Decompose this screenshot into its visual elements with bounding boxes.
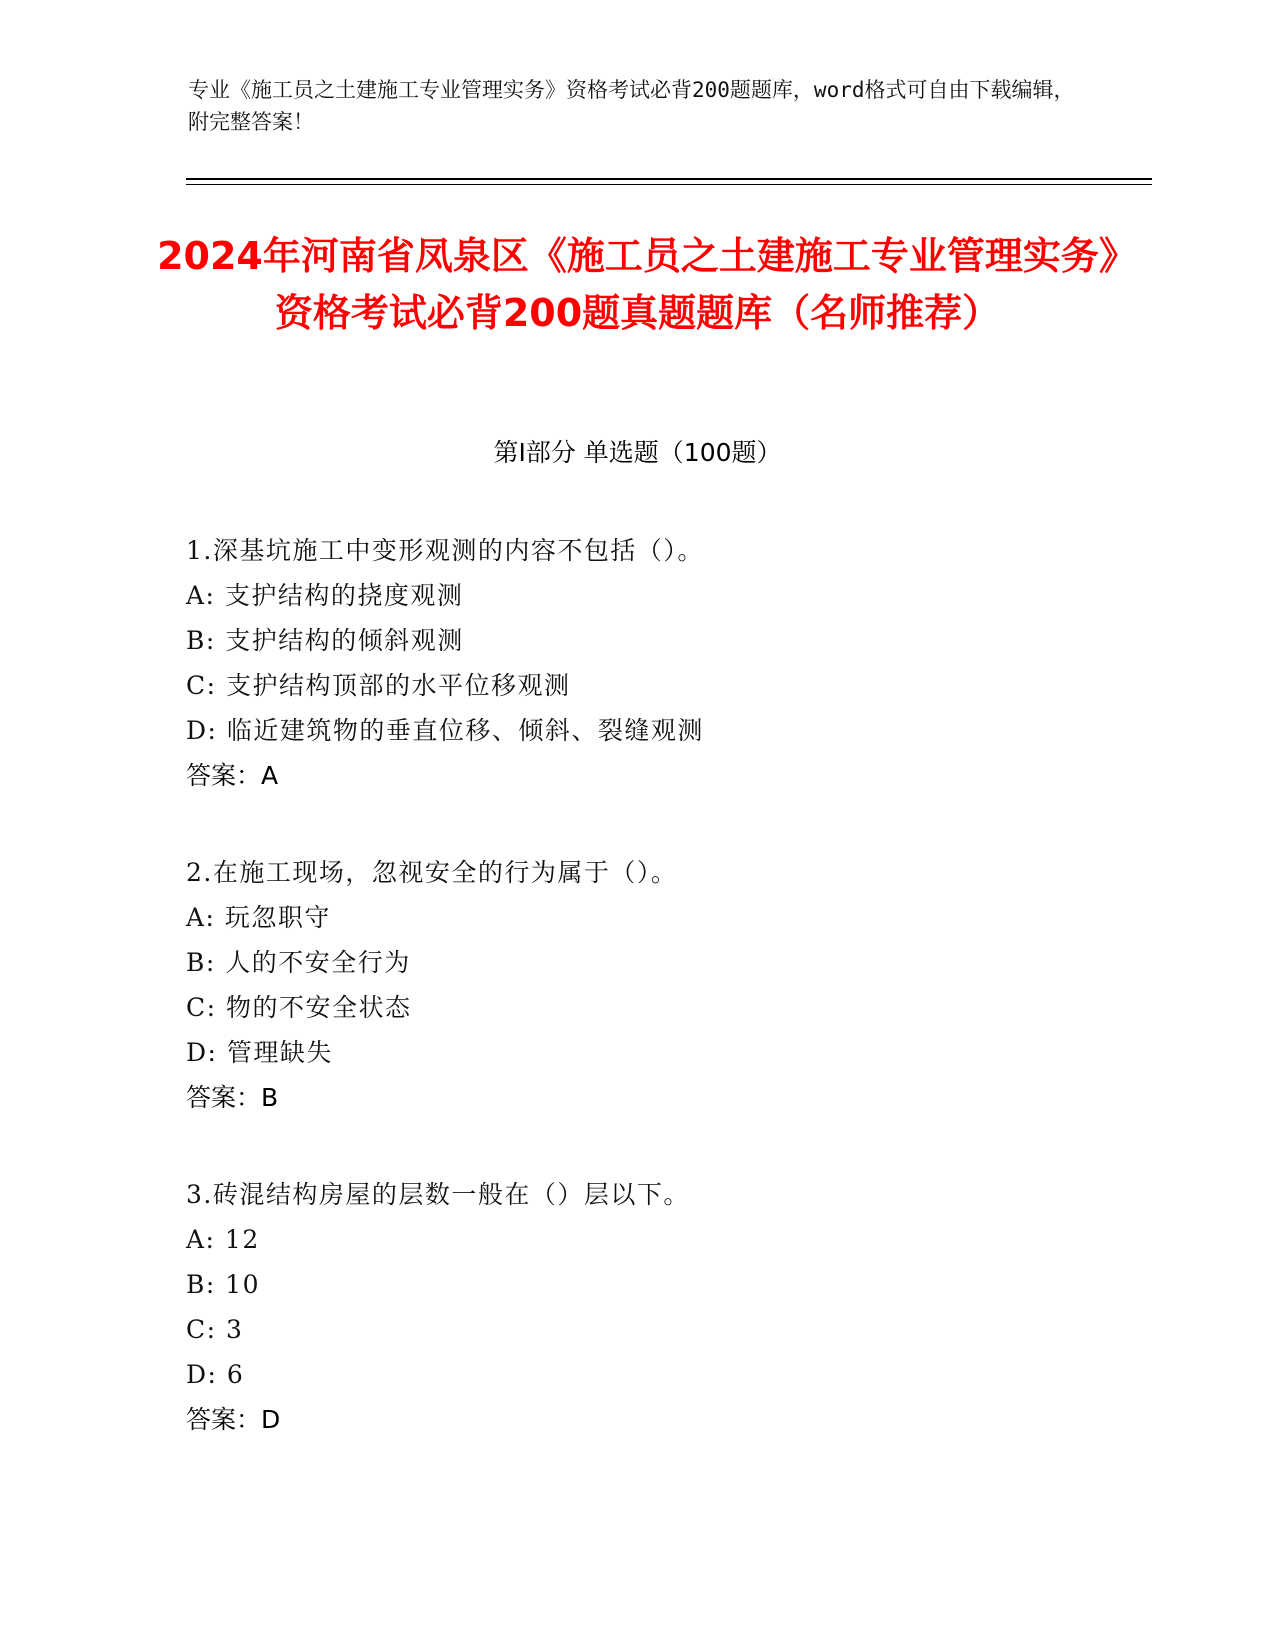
question-stem: 1.深基坑施工中变形观测的内容不包括（）。	[186, 536, 704, 565]
question-stem: 3.砖混结构房屋的层数一般在（）层以下。	[186, 1180, 690, 1209]
option-b: B: 10	[186, 1270, 261, 1299]
question-stem: 2.在施工现场，忽视安全的行为属于（）。	[186, 858, 678, 887]
section-title: 第I部分 单选题（100题）	[493, 438, 782, 467]
option-d: D: 管理缺失	[186, 1038, 333, 1067]
option-c: C: 支护结构顶部的水平位移观测	[186, 671, 571, 700]
header-note: 专业《施工员之土建施工专业管理实务》资格考试必背200题题库，word格式可自由下载编辑，附完整答案！	[188, 78, 1075, 134]
question-list	[186, 528, 1126, 1494]
option-c: C: 物的不安全状态	[186, 993, 412, 1022]
option-b: B: 支护结构的倾斜观测	[186, 626, 464, 655]
question-item	[186, 1172, 1126, 1442]
option-a: A: 支护结构的挠度观测	[186, 581, 464, 610]
answer-line: 答案：D	[186, 1405, 281, 1434]
option-d: D: 6	[186, 1360, 245, 1389]
header-rule-thin	[186, 184, 1152, 185]
answer-line: 答案：B	[186, 1083, 279, 1112]
document-title: 2024年河南省凤泉区《施工员之土建施工专业管理实务》资格考试必背200题真题题库（名师推荐）	[157, 234, 1118, 335]
question-item	[186, 850, 1126, 1120]
option-b: B: 人的不安全行为	[186, 948, 411, 977]
question-item	[186, 528, 1126, 798]
option-c: C: 3	[186, 1315, 244, 1344]
option-d: D: 临近建筑物的垂直位移、倾斜、裂缝观测	[186, 716, 704, 745]
header-rule-thick	[186, 178, 1152, 180]
option-a: A: 12	[186, 1225, 260, 1254]
answer-line: 答案：A	[186, 761, 279, 790]
option-a: A: 玩忽职守	[186, 903, 331, 932]
